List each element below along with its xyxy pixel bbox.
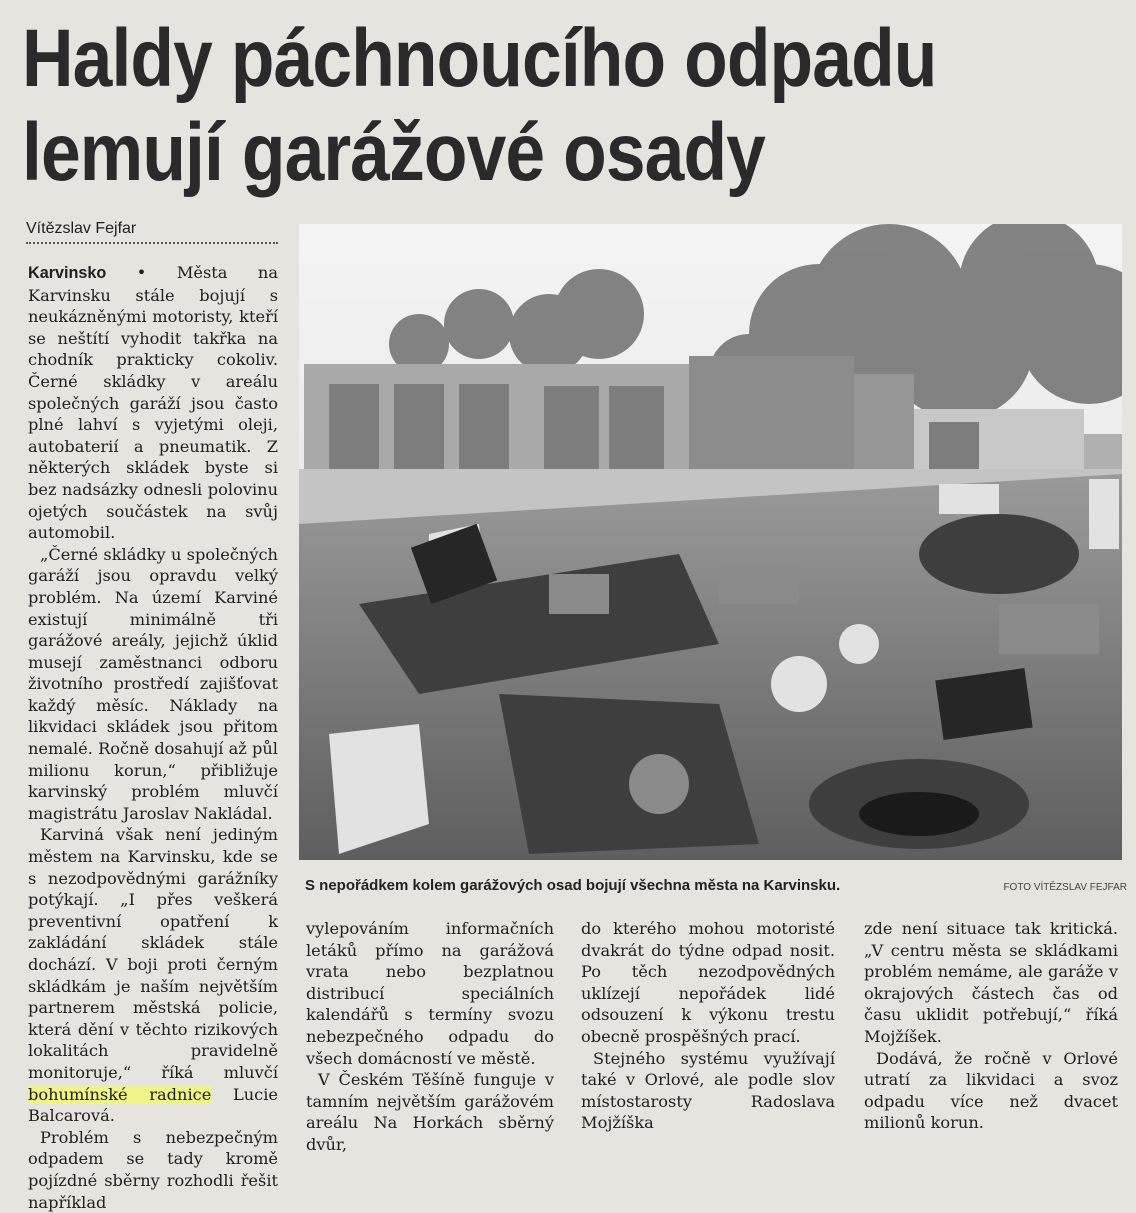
headline-line-1: Haldy páchnoucího odpadu bbox=[22, 13, 937, 104]
paragraph-2: „Černé skládky u společných garáží jsou opravdu velký problém. Na území Karviné existují minimálně tři garážové areály, jejichž úklid musejí zaměstnanci odboru životního prostředí zajišťovat každý měsíc. Náklady na likvidaci skládek jsou přitom nemalé. Ročně dosahují až půl milionu korun,“ přibližuje karvinský problém mluvčí magistrátu Jaroslav Nakládal. bbox=[28, 544, 278, 823]
bullet: • bbox=[106, 263, 177, 282]
paragraph-1 bbox=[28, 262, 278, 544]
text-column-4 bbox=[864, 918, 1118, 1134]
headline bbox=[22, 12, 979, 200]
paragraph-6-end: zde není situace tak kritická. „V centru města se skládkami problém nemáme, ale garáže v okrajových částech čas od času uklidit potřebují,“ říká Mojžíšek. bbox=[864, 919, 1118, 1046]
article-photo bbox=[299, 224, 1122, 860]
paragraph-1-text: Města na Karvinsku stále bojují s neukázněnými motoristy, kteří se neštítí vyhodit takřka na chodník prakticky cokoliv. Černé skládky v areálu společných garáží jsou často plné lahví s vyjetými oleji, autobaterií a pneumatik. Z některých skládek byste si bez nadsázky odnesli polovinu ojetých součástek na svůj automobil. bbox=[28, 263, 278, 543]
paragraph-5-end: do kterého mohou motoristé dvakrát do týdne odpad nosit. Po těch nezodpovědných uklízejí nepořádek lidé odsouzení k výkonu trestu obecně prospěšných prací. bbox=[581, 919, 835, 1046]
paragraph-6-start: Stejného systému využívají také v Orlové, ale podle slov místostarosty Radoslava Mojžíška bbox=[581, 1048, 835, 1133]
paragraph-4-end: vylepováním informačních letáků přímo na garážová vrata nebo bezplatnou distribucí speciálních kalendářů s termíny svozu nebezpečného odpadu do všech domácností ve městě. bbox=[306, 919, 554, 1068]
paragraph-4-start: Problém s nebezpečným odpadem se tady kromě pojízdné sběrny rozhodli řešit například bbox=[28, 1127, 278, 1212]
text-column-3 bbox=[581, 918, 835, 1134]
photo-caption: S nepořádkem kolem garážových osad bojují všechna města na Karvinsku. bbox=[305, 877, 841, 894]
paragraph-3-text-a: Karviná však není jediným městem na Karvinsku, kde se s nezodpovědnými garážníky potýkají. „I přes veškerá preventivní opatření k zakládání skládek stále dochází. V boji proti černým skládkám je naším největším partnerem městská policie, která dění v těchto rizikových lokalitách pravidelně monitoruje,“ říká mluvčí bbox=[28, 825, 278, 1082]
text-column-2 bbox=[306, 918, 554, 1156]
paragraph-7: Dodává, že ročně v Orlové utratí za likvidaci a svoz odpadu více než dvacet milionů korun. bbox=[864, 1048, 1118, 1133]
byline: Vítězslav Fejfar bbox=[26, 220, 278, 244]
paragraph-3-text-b: Lucie Balcarová. bbox=[28, 1084, 278, 1126]
paragraph-3 bbox=[28, 824, 278, 1126]
photo-credit: FOTO VÍTĚZSLAV FEJFAR bbox=[1003, 882, 1127, 893]
headline-line-2: lemují garážové osady bbox=[22, 107, 765, 198]
paragraph-5-start: V Českém Těšíně funguje v tamním největším garážovém areálu Na Horkách sběrný dvůr, bbox=[306, 1070, 554, 1154]
place-label: Karvinsko bbox=[28, 264, 107, 282]
highlighted-text: bohumínské radnice bbox=[28, 1084, 212, 1104]
text-column-1 bbox=[28, 262, 278, 1213]
garage-dump-photo bbox=[299, 224, 1122, 860]
